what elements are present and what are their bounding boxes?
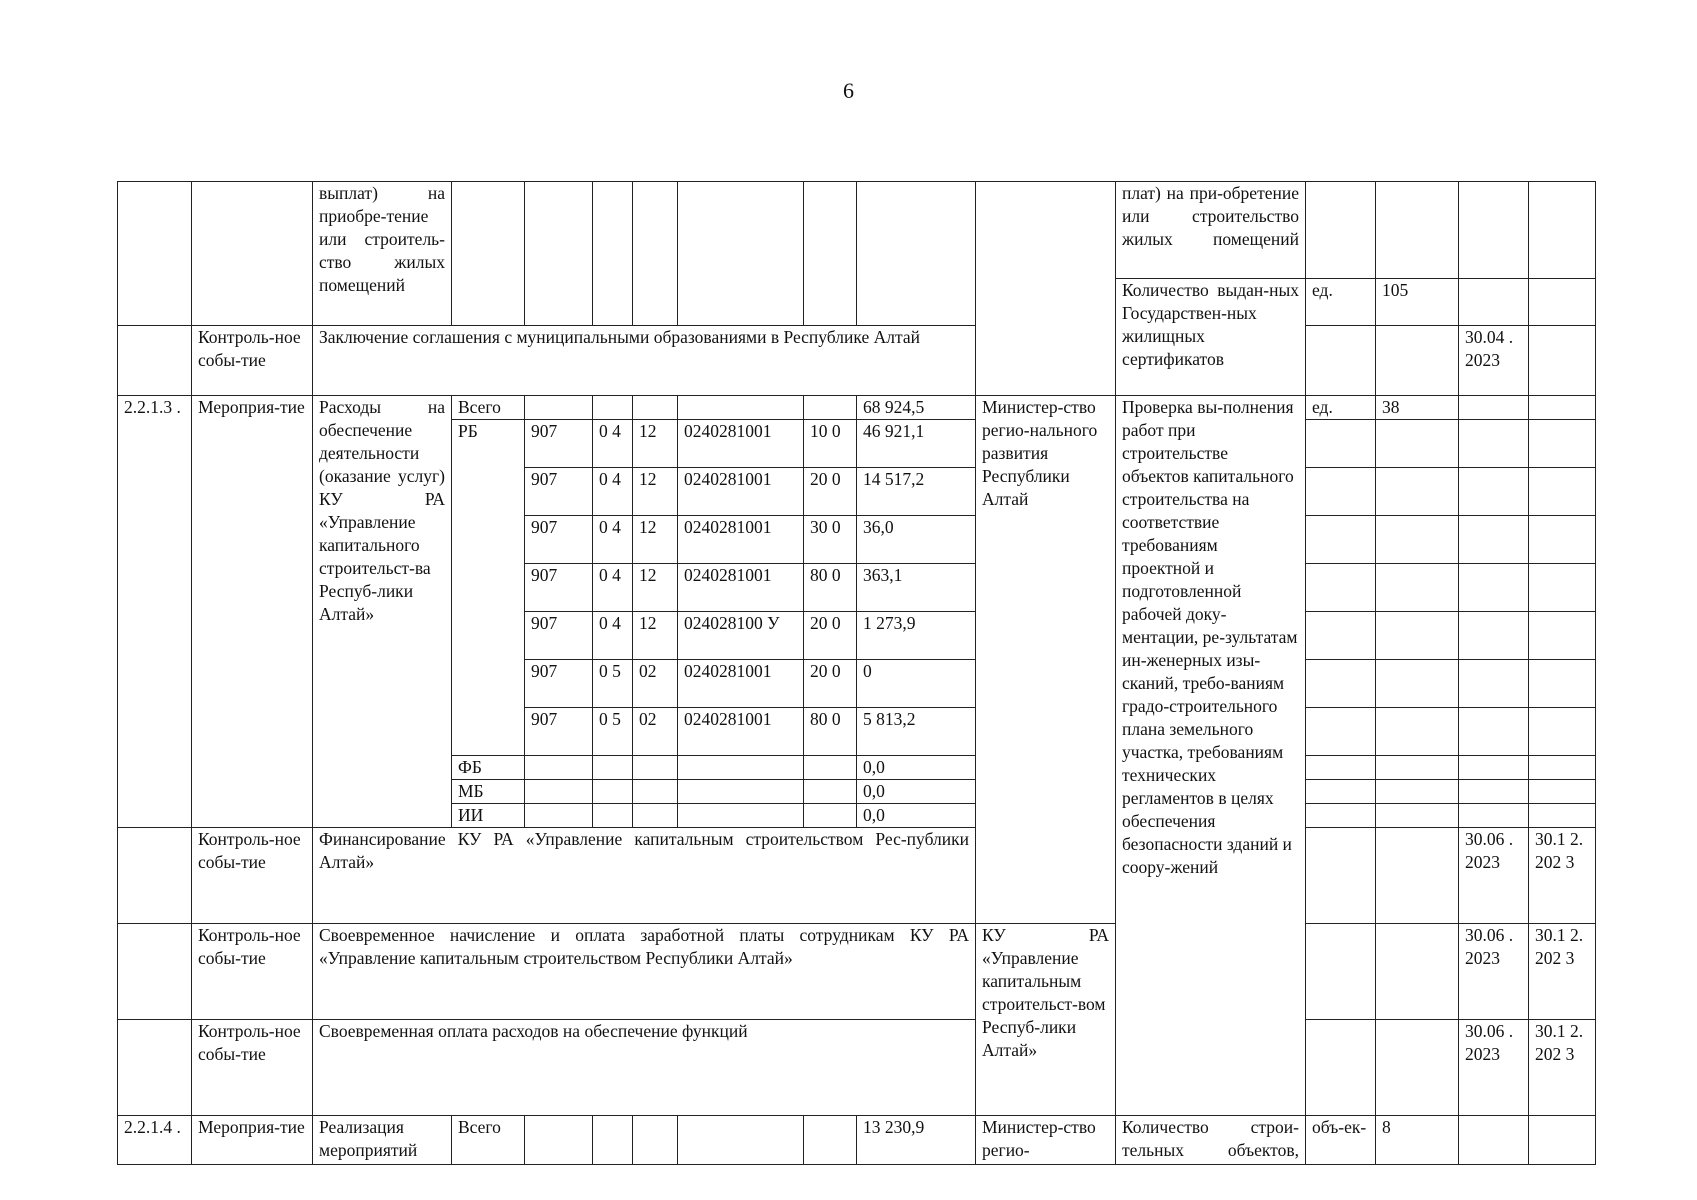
cell-total-label: Всего xyxy=(452,396,525,420)
cell-event-date-start: 30.06 . 2023 xyxy=(1459,924,1529,1020)
cell-indicator2-name: Количество выдан-ных Государствен-ных жилищных сертификатов xyxy=(1116,279,1306,396)
cell-unit: объ-ек- xyxy=(1306,1116,1376,1165)
cell-event-text: Финансирование КУ РА «Управление капитальным строительством Рес-публики Алтай» xyxy=(313,828,976,924)
table-row xyxy=(118,182,1596,279)
program-table xyxy=(117,181,1596,1165)
cell-executor-cont xyxy=(976,182,1116,396)
table-row: 907 0 4 12 0240281001 80 0 363,1 xyxy=(118,564,1596,612)
table-row xyxy=(118,828,1596,924)
cell-mb-label: МБ xyxy=(452,780,525,804)
cell-indicator2-value: 105 xyxy=(1376,279,1459,326)
cell-fb-label: ФБ xyxy=(452,756,525,780)
table-row: 907 0 4 12 024028100 У 20 0 1 273,9 xyxy=(118,612,1596,660)
cell-name: Реализация мероприятий xyxy=(313,1116,452,1165)
cell-event-executor: КУ РА «Управление капитальным строительст-вом Респуб-лики Алтай» xyxy=(976,924,1116,1116)
table-row: 907 0 5 02 0240281001 80 0 5 813,2 xyxy=(118,708,1596,756)
table-row: РБ 907 0 4 12 0240281001 10 0 46 921,1 xyxy=(118,420,1596,468)
cell-mb-value: 0,0 xyxy=(857,780,976,804)
table-row xyxy=(118,1116,1596,1165)
cell-indicator: Количество строи-тельных объектов, xyxy=(1116,1116,1306,1165)
table-row xyxy=(118,326,1596,396)
table-row: 907 0 5 02 0240281001 20 0 0 xyxy=(118,660,1596,708)
cell-value: 8 xyxy=(1376,1116,1459,1165)
cell-event-label: Контроль-ное собы-тие xyxy=(192,1020,313,1116)
cell-total-value: 13 230,9 xyxy=(857,1116,976,1165)
cell-unit: ед. xyxy=(1306,396,1376,420)
cell-num: 2.2.1.4 . xyxy=(118,1116,192,1165)
cell-type: Мероприя-тие xyxy=(192,396,313,828)
cell-num: 2.2.1.3 . xyxy=(118,396,192,828)
cell-event-date-end: 30.1 2. 202 3 xyxy=(1529,1020,1596,1116)
cell-ctrl-label: Контроль-ное собы-тие xyxy=(192,326,313,396)
cell-executor: Министер-ство регио-нального развития Республики Алтай xyxy=(976,396,1116,924)
cell-event-text: Своевременная оплата расходов на обеспечение функций xyxy=(313,1020,976,1116)
cell-ii-value: 0,0 xyxy=(857,804,976,828)
cell-executor: Министер-ство регио- xyxy=(976,1116,1116,1165)
page-number: 6 xyxy=(843,78,854,103)
table-row: 907 0 4 12 0240281001 30 0 36,0 xyxy=(118,516,1596,564)
cell-ctrl-text: Заключение соглашения с муниципальными образованиями в Республике Алтай xyxy=(313,326,976,396)
cell-event-label: Контроль-ное собы-тие xyxy=(192,924,313,1020)
cell-event-date-end: 30.1 2. 202 3 xyxy=(1529,828,1596,924)
cell-event-text: Своевременное начисление и оплата заработной платы сотрудникам КУ РА «Управление капитальным строительством Республики Алтай» xyxy=(313,924,976,1020)
table-row: 907 0 4 12 0240281001 20 0 14 517,2 xyxy=(118,468,1596,516)
cell-total-label: Всего xyxy=(452,1116,525,1165)
cell-value: 38 xyxy=(1376,396,1459,420)
cell-ctrl-date: 30.04 . 2023 xyxy=(1459,326,1529,396)
cell-event-date-end: 30.1 2. 202 3 xyxy=(1529,924,1596,1020)
cell-name: Расходы на обеспечение деятельности (оказание услуг) КУ РА «Управление капитального строительст-ва Респуб-лики Алтай» xyxy=(313,396,452,828)
cell-event-date-start: 30.06 . 2023 xyxy=(1459,1020,1529,1116)
cell-indicator2-unit: ед. xyxy=(1306,279,1376,326)
table-row xyxy=(118,396,1596,420)
cell-event-date-start: 30.06 . 2023 xyxy=(1459,828,1529,924)
cell-ii-label: ИИ xyxy=(452,804,525,828)
cell-type-cont xyxy=(192,182,313,326)
cell-fb-value: 0,0 xyxy=(857,756,976,780)
cell-type: Мероприя-тие xyxy=(192,1116,313,1165)
cell-num-cont xyxy=(118,182,192,326)
cell-indicator-cont: плат) на при-обретение или строительство жилых помещений xyxy=(1116,182,1306,279)
table-row xyxy=(118,924,1596,1020)
cell-rb-label: РБ xyxy=(452,420,525,756)
table-row xyxy=(118,1020,1596,1116)
cell-event-label: Контроль-ное собы-тие xyxy=(192,828,313,924)
cell-total-value: 68 924,5 xyxy=(857,396,976,420)
cell-indicator: Проверка вы-полнения работ при строительстве объектов капитального строительства на соответствие требованиям проектной и подготовленной рабочей доку-ментации, ре-зультатам ин-женерных изы-сканий, требо-ваниям градо-строительного плана земельного участка, требованиям технических регламентов в целях обеспечения безопасности зданий и соору-жений xyxy=(1116,396,1306,1116)
cell-name-cont: выплат) на приобре-тение или строитель-ство жилых помещений xyxy=(313,182,452,326)
